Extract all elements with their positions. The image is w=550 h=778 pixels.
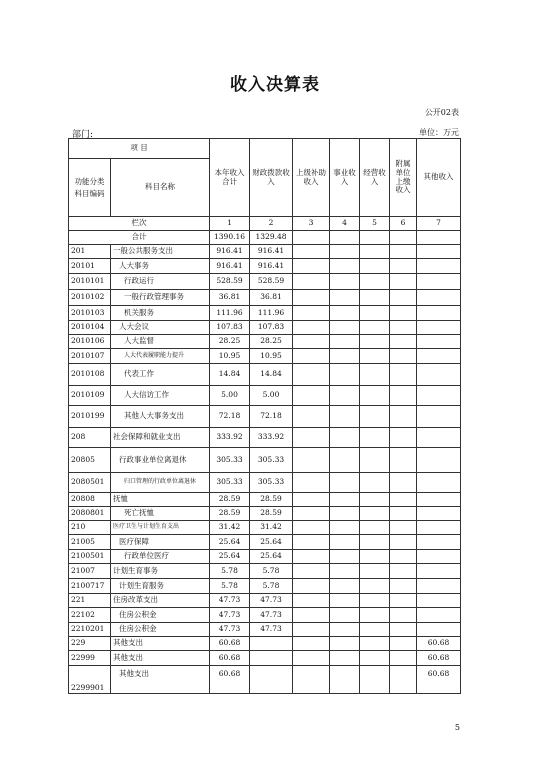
- row-name: 人大信访工作: [111, 386, 210, 406]
- row-col-7: [417, 306, 461, 321]
- table-row: [69, 364, 461, 386]
- row-code: 2010108: [69, 364, 111, 386]
- row-col-2: 107.83: [250, 321, 293, 335]
- row-col-2: [250, 651, 293, 666]
- table-row: [69, 594, 461, 608]
- row-name: 机关服务: [111, 306, 210, 321]
- row-col-7: [417, 493, 461, 507]
- row-col-4: [330, 321, 360, 335]
- row-col-5: [360, 473, 390, 493]
- row-col-4: [330, 564, 360, 579]
- row-col-7: 60.68: [417, 666, 461, 694]
- row-col-4: [330, 428, 360, 448]
- row-col-1: 28.59: [210, 507, 250, 521]
- row-col-6: [390, 245, 417, 259]
- row-name: 一般行政管理事务: [111, 290, 210, 306]
- row-col-6: [390, 535, 417, 550]
- row-col-5: [360, 448, 390, 473]
- row-col-7: [417, 406, 461, 428]
- header-col-1: 本年收入合计: [210, 139, 250, 217]
- row-col-2: [250, 637, 293, 651]
- row-col-4: [330, 335, 360, 349]
- row-col-4: [330, 364, 360, 386]
- header-subject-name: 科目名称: [111, 159, 210, 217]
- row-name: 计划生育事务: [111, 564, 210, 579]
- row-col-5: [360, 651, 390, 666]
- row-col-6: [390, 259, 417, 274]
- row-col-1: 305.33: [210, 448, 250, 473]
- row-code: 2010104: [69, 321, 111, 335]
- row-col-5: [360, 386, 390, 406]
- col-number: 7: [417, 217, 461, 231]
- row-col-1: 60.68: [210, 666, 250, 694]
- row-col-3: [293, 364, 330, 386]
- row-col-4: [330, 550, 360, 564]
- row-col-6: [390, 666, 417, 694]
- row-col-1: 5.00: [210, 386, 250, 406]
- row-name: 其他人大事务支出: [111, 406, 210, 428]
- row-col-2: 28.59: [250, 493, 293, 507]
- row-seq-label: 栏次: [69, 217, 210, 231]
- header-col-3: 上级补助收入: [293, 139, 330, 217]
- row-col-3: [293, 637, 330, 651]
- row-col-3: [293, 448, 330, 473]
- row-col-3: [293, 428, 330, 448]
- row-code: 2010106: [69, 335, 111, 349]
- row-col-5: [360, 274, 390, 290]
- row-col-2: 28.59: [250, 507, 293, 521]
- table-row: [69, 245, 461, 259]
- row-col-7: [417, 594, 461, 608]
- row-col-6: [390, 507, 417, 521]
- row-col-7: 60.68: [417, 637, 461, 651]
- table-row: [69, 349, 461, 364]
- row-col-1: 14.84: [210, 364, 250, 386]
- header-func-code: 功能分类科目编码: [69, 159, 111, 217]
- row-col-4: [330, 473, 360, 493]
- row-name: 住房公积金: [111, 623, 210, 637]
- row-col-3: [293, 321, 330, 335]
- row-col-2: [250, 666, 293, 694]
- row-col-5: [360, 428, 390, 448]
- row-col-4: [330, 608, 360, 623]
- row-name: 其他支出: [111, 637, 210, 651]
- row-col-6: [390, 274, 417, 290]
- row-col-2: 10.95: [250, 349, 293, 364]
- table-row: [69, 623, 461, 637]
- row-col-7: [417, 428, 461, 448]
- table-row: [69, 535, 461, 550]
- row-col-4: [330, 666, 360, 694]
- row-col-3: [293, 245, 330, 259]
- row-code: 208: [69, 428, 111, 448]
- row-col-5: [360, 608, 390, 623]
- table-row: [69, 637, 461, 651]
- row-col-7: [417, 623, 461, 637]
- table-row: [69, 564, 461, 579]
- row-code: 22999: [69, 651, 111, 666]
- table-row: [69, 651, 461, 666]
- row-col-2: 305.33: [250, 473, 293, 493]
- row-col-4: [330, 245, 360, 259]
- row-col-4: [330, 521, 360, 535]
- row-col-1: 5.78: [210, 564, 250, 579]
- row-col-4: [330, 259, 360, 274]
- row-col-1: 28.25: [210, 335, 250, 349]
- row-col-7: [417, 364, 461, 386]
- row-col-7: [417, 550, 461, 564]
- row-col-4: [330, 623, 360, 637]
- row-name: 其他支出: [111, 651, 210, 666]
- table-row: [69, 306, 461, 321]
- row-col-2: 916.41: [250, 259, 293, 274]
- row-col-6: [390, 428, 417, 448]
- row-col-7: [417, 564, 461, 579]
- row-col-4: [330, 448, 360, 473]
- row-col-6: [390, 637, 417, 651]
- row-col-5: [360, 521, 390, 535]
- row-col-1: 916.41: [210, 259, 250, 274]
- row-col-1: 47.73: [210, 594, 250, 608]
- row-code: 20805: [69, 448, 111, 473]
- row-col-7: [417, 259, 461, 274]
- row-code: 2010102: [69, 290, 111, 306]
- row-col-3: [293, 507, 330, 521]
- row-col-6: [390, 335, 417, 349]
- row-col-5: [360, 594, 390, 608]
- row-name: 人大事务: [111, 259, 210, 274]
- row-code: 21005: [69, 535, 111, 550]
- row-code: 229: [69, 637, 111, 651]
- total-label: 合计: [69, 231, 210, 245]
- table-row: [69, 274, 461, 290]
- row-col-3: [293, 564, 330, 579]
- row-col-2: 111.96: [250, 306, 293, 321]
- row-name: 抚恤: [111, 493, 210, 507]
- row-code: 20101: [69, 259, 111, 274]
- row-col-5: [360, 290, 390, 306]
- row-col-5: [360, 245, 390, 259]
- row-col-5: [360, 535, 390, 550]
- row-col-5: [360, 493, 390, 507]
- row-col-5: [360, 623, 390, 637]
- row-col-5: [360, 349, 390, 364]
- row-name: 人大会议: [111, 321, 210, 335]
- row-name: 计划生育服务: [111, 579, 210, 594]
- row-col-3: [293, 306, 330, 321]
- row-code: 2080801: [69, 507, 111, 521]
- row-col-6: [390, 623, 417, 637]
- total-col-2: 1329.48: [250, 231, 293, 245]
- row-col-1: 916.41: [210, 245, 250, 259]
- table-row: [69, 406, 461, 428]
- row-col-5: [360, 579, 390, 594]
- header-project: 项 目: [69, 139, 210, 159]
- col-number: 6: [390, 217, 417, 231]
- row-code: 2080501: [69, 473, 111, 493]
- row-code: 2299901: [69, 666, 111, 694]
- row-col-1: 31.42: [210, 521, 250, 535]
- row-col-6: [390, 550, 417, 564]
- row-col-4: [330, 651, 360, 666]
- total-col-1: 1390.16: [210, 231, 250, 245]
- row-col-7: [417, 473, 461, 493]
- row-col-3: [293, 493, 330, 507]
- row-col-6: [390, 651, 417, 666]
- row-col-7: [417, 535, 461, 550]
- row-col-5: [360, 335, 390, 349]
- row-col-7: [417, 349, 461, 364]
- row-col-7: [417, 507, 461, 521]
- row-col-6: [390, 521, 417, 535]
- row-col-6: [390, 290, 417, 306]
- header-col-4: 事业收入: [330, 139, 360, 217]
- row-name: 行政运行: [111, 274, 210, 290]
- table-row: [69, 666, 461, 694]
- row-name: 住房改革支出: [111, 594, 210, 608]
- row-col-6: [390, 349, 417, 364]
- row-col-3: [293, 473, 330, 493]
- row-code: 221: [69, 594, 111, 608]
- row-col-3: [293, 406, 330, 428]
- row-col-3: [293, 335, 330, 349]
- table-row: [69, 448, 461, 473]
- row-col-1: 107.83: [210, 321, 250, 335]
- row-col-4: [330, 507, 360, 521]
- row-col-2: 31.42: [250, 521, 293, 535]
- row-col-5: [360, 550, 390, 564]
- row-col-6: [390, 579, 417, 594]
- row-name: 行政单位医疗: [111, 550, 210, 564]
- row-col-2: 47.73: [250, 623, 293, 637]
- row-col-2: 305.33: [250, 448, 293, 473]
- form-number: 公开02表: [424, 108, 459, 117]
- row-col-3: [293, 535, 330, 550]
- table-row: [69, 259, 461, 274]
- row-code: 2100501: [69, 550, 111, 564]
- row-name: 住房公积金: [111, 608, 210, 623]
- row-col-2: 25.64: [250, 535, 293, 550]
- row-col-6: [390, 306, 417, 321]
- col-number: 1: [210, 217, 250, 231]
- row-col-2: 47.73: [250, 608, 293, 623]
- row-col-6: [390, 564, 417, 579]
- table-row: [69, 290, 461, 306]
- table-row: [69, 335, 461, 349]
- table-row: [69, 493, 461, 507]
- row-col-5: [360, 364, 390, 386]
- row-col-3: [293, 594, 330, 608]
- unit-label: 单位：万元: [419, 128, 459, 137]
- row-col-3: [293, 579, 330, 594]
- row-name: 代表工作: [111, 364, 210, 386]
- row-col-7: [417, 245, 461, 259]
- row-col-2: 72.18: [250, 406, 293, 428]
- row-col-3: [293, 608, 330, 623]
- table-row: [69, 473, 461, 493]
- row-col-5: [360, 507, 390, 521]
- row-col-6: [390, 364, 417, 386]
- row-name: 死亡抚恤: [111, 507, 210, 521]
- row-col-3: [293, 290, 330, 306]
- table-row: [69, 550, 461, 564]
- row-col-5: [360, 259, 390, 274]
- header-col-2: 财政拨款收入: [250, 139, 293, 217]
- total-row: [69, 231, 461, 245]
- row-col-7: [417, 335, 461, 349]
- row-code: 2010107: [69, 349, 111, 364]
- row-col-4: [330, 493, 360, 507]
- row-col-1: 333.92: [210, 428, 250, 448]
- table-row: [69, 386, 461, 406]
- row-col-2: 5.78: [250, 564, 293, 579]
- row-col-4: [330, 306, 360, 321]
- row-col-4: [330, 406, 360, 428]
- row-code: 21007: [69, 564, 111, 579]
- row-name: 人大监督: [111, 335, 210, 349]
- row-code: 201: [69, 245, 111, 259]
- row-col-6: [390, 493, 417, 507]
- col-number: 5: [360, 217, 390, 231]
- table-row: [69, 521, 461, 535]
- row-col-7: 60.68: [417, 651, 461, 666]
- row-col-2: 5.78: [250, 579, 293, 594]
- row-code: 22102: [69, 608, 111, 623]
- row-col-4: [330, 594, 360, 608]
- row-name: 医疗卫生与计划生育支出: [111, 521, 210, 535]
- row-col-6: [390, 608, 417, 623]
- row-col-2: 5.00: [250, 386, 293, 406]
- row-code: 2010103: [69, 306, 111, 321]
- row-col-4: [330, 386, 360, 406]
- row-col-4: [330, 290, 360, 306]
- income-table: [68, 138, 461, 694]
- row-col-7: [417, 579, 461, 594]
- col-number: 4: [330, 217, 360, 231]
- row-name: 人大代表履职能力提升: [111, 349, 210, 364]
- row-col-1: 28.59: [210, 493, 250, 507]
- row-col-4: [330, 535, 360, 550]
- row-name: 一般公共服务支出: [111, 245, 210, 259]
- row-col-2: 333.92: [250, 428, 293, 448]
- row-col-1: 47.73: [210, 623, 250, 637]
- row-code: 2010199: [69, 406, 111, 428]
- row-name: 归口管理的行政单位离退休: [111, 473, 210, 493]
- department-label: 部门:: [72, 130, 94, 140]
- row-col-7: [417, 321, 461, 335]
- row-col-2: 36.81: [250, 290, 293, 306]
- row-col-4: [330, 349, 360, 364]
- row-col-7: [417, 521, 461, 535]
- row-col-3: [293, 259, 330, 274]
- row-col-6: [390, 386, 417, 406]
- row-col-2: 28.25: [250, 335, 293, 349]
- row-col-3: [293, 651, 330, 666]
- row-col-3: [293, 349, 330, 364]
- row-col-1: 25.64: [210, 550, 250, 564]
- header-col-6: 附属单位上缴收入: [390, 139, 417, 217]
- page-number: 5: [454, 723, 460, 732]
- row-col-7: [417, 290, 461, 306]
- row-col-1: 25.64: [210, 535, 250, 550]
- row-col-4: [330, 274, 360, 290]
- row-col-2: 916.41: [250, 245, 293, 259]
- row-col-3: [293, 550, 330, 564]
- row-col-2: 25.64: [250, 550, 293, 564]
- row-col-3: [293, 666, 330, 694]
- row-col-1: 47.73: [210, 608, 250, 623]
- row-col-1: 72.18: [210, 406, 250, 428]
- row-col-7: [417, 386, 461, 406]
- row-col-1: 5.78: [210, 579, 250, 594]
- row-name: 医疗保障: [111, 535, 210, 550]
- col-number: 3: [293, 217, 330, 231]
- row-col-2: 47.73: [250, 594, 293, 608]
- row-code: 20808: [69, 493, 111, 507]
- col-number: 2: [250, 217, 293, 231]
- row-col-5: [360, 321, 390, 335]
- row-code: 2100717: [69, 579, 111, 594]
- row-col-5: [360, 306, 390, 321]
- row-col-6: [390, 473, 417, 493]
- row-col-3: [293, 623, 330, 637]
- row-col-1: 305.33: [210, 473, 250, 493]
- row-col-6: [390, 448, 417, 473]
- row-name: 社会保障和就业支出: [111, 428, 210, 448]
- row-col-5: [360, 637, 390, 651]
- header-col-5: 经营收入: [360, 139, 390, 217]
- table-row: [69, 428, 461, 448]
- row-col-6: [390, 321, 417, 335]
- row-col-4: [330, 637, 360, 651]
- row-name: 其他支出: [111, 666, 210, 694]
- row-col-7: [417, 608, 461, 623]
- table-row: [69, 507, 461, 521]
- row-col-1: 60.68: [210, 637, 250, 651]
- row-col-6: [390, 594, 417, 608]
- row-col-3: [293, 274, 330, 290]
- row-col-1: 36.81: [210, 290, 250, 306]
- row-col-5: [360, 564, 390, 579]
- row-col-1: 111.96: [210, 306, 250, 321]
- row-col-4: [330, 579, 360, 594]
- row-code: 210: [69, 521, 111, 535]
- row-name: 行政事业单位离退休: [111, 448, 210, 473]
- page-title: 收入决算表: [230, 75, 320, 95]
- row-col-6: [390, 406, 417, 428]
- table-row: [69, 608, 461, 623]
- row-col-7: [417, 274, 461, 290]
- row-code: 2010101: [69, 274, 111, 290]
- row-col-1: 10.95: [210, 349, 250, 364]
- row-col-5: [360, 406, 390, 428]
- header-col-7: 其他收入: [417, 139, 461, 217]
- row-code: 2010109: [69, 386, 111, 406]
- row-col-3: [293, 386, 330, 406]
- row-col-7: [417, 448, 461, 473]
- row-col-2: 528.59: [250, 274, 293, 290]
- row-col-2: 14.84: [250, 364, 293, 386]
- row-code: 2210201: [69, 623, 111, 637]
- table-row: [69, 321, 461, 335]
- row-col-1: 528.59: [210, 274, 250, 290]
- row-col-3: [293, 521, 330, 535]
- row-col-1: 60.68: [210, 651, 250, 666]
- table-row: [69, 579, 461, 594]
- row-col-5: [360, 666, 390, 694]
